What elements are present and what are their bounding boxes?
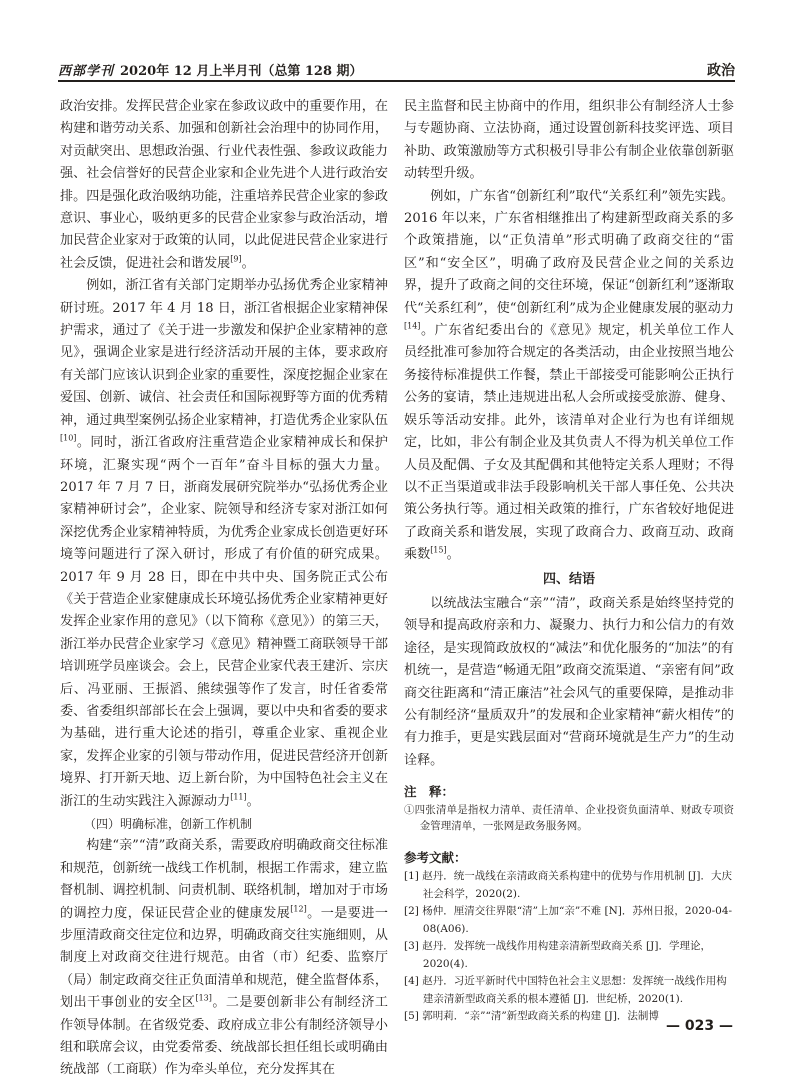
citation: [10] (60, 433, 77, 443)
issue-info: 2020年 12 月上半月刊（总第 128 期） (120, 64, 363, 79)
reference-item: [3] 赵丹．发挥统一战线作用构建亲清新型政商关系 [J]．学理论，2020(4). (404, 940, 711, 970)
paragraph: 例如，广东省“创新红利”取代“关系红利”领先实践。2016 年以来，广东省相继推出了构建新型政商关系的多个政策措施，以“正负清单”形式明确了政商交往的“雷区”和“安全区”，明确了政府及民营企业之间的关系边界，提升了政商之间的交往环境，保证“创新红利”逐渐取代“关系红利”，使“创新红利”成为企业健康发展的驱动力[14]。广东省纪委出台的《意见》规定，机关单位工作人员经批准可参加符合规定的各类活动，由企业按照当地公务接待标准提供工作餐，禁止干部接受可能影响公正执行公务的宴请，禁止违规进出私人会所或接受旅游、健身、娱乐等活动安排。此外，该清单对企业行为也有详细规定，比如，非公有制企业及其负责人不得为机关单位工作人员及配偶、子女及其配偶和其他特定关系人理财；不得以不正当渠道或非法手段影响机关干部人事任免、公共决策公务执行等。通过相关政策的推行，广东省较好地促进了政商关系和谐发展，实现了政商合力、政商互动、政商乘数[15]。 (404, 188, 734, 563)
page-number: — 023 — (666, 1018, 733, 1034)
section-heading: 四、结语 (542, 571, 595, 587)
reference-item: [2] 杨仲．厘清交往界限“清”上加“亲”不难 [N]．苏州日报，2020-04-08(A06). (404, 905, 733, 935)
page-header (58, 58, 735, 82)
section-label: 政治 (707, 63, 735, 79)
notes-heading: 注 释： (404, 784, 455, 800)
citation: [11] (230, 792, 247, 802)
citation: [14] (404, 321, 421, 331)
citation: [9] (230, 254, 242, 264)
subsection-heading: （四）明确标准，创新工作机制 (84, 817, 253, 831)
header-rule (58, 80, 735, 82)
journal-issue-line (58, 60, 363, 79)
citation: [15] (430, 545, 447, 555)
left-column (60, 96, 388, 1082)
note-item: ①四张清单是指权力清单、责任清单、企业投资负面清单、财政专项资金管理清单，一张网是政务服务网。 (404, 804, 734, 833)
citation: [13] (195, 993, 212, 1003)
reference-item: [4] 赵丹．习近平新时代中国特色社会主义思想：发挥统一战线作用构建亲清新型政商关系的根本遵循 [J]．世纪桥，2020(1). (404, 975, 727, 1005)
reference-item: [1] 赵丹．统一战线在亲清政商关系构建中的优势与作用机制 [J]．大庆社会科学，2020(2). (404, 870, 732, 900)
paragraph: 政治安排。发挥民营企业家在参政议政中的重要作用，在构建和谐劳动关系、加强和创新社会治理中的协同作用，对贡献突出、思想政治强、行业代表性强、参政议政能力强、社会信誉好的民营企业家和企业先进个人进行政治安排。四是强化政治吸纳功能，注重培养民营企业家的参政意识、事业心，吸纳更多的民营企业家参与政治活动，增加民营企业家对于政策的认同，以此促进民营企业家进行社会反馈，促进社会和谐发展[9]。 (60, 99, 388, 271)
paragraph: 例如，浙江省有关部门定期举办弘扬优秀企业家精神研讨班。2017 年 4 月 18 日，浙江省根据企业家精神保护需求，通过了《关于进一步激发和保护企业家精神的意见》，强调企业家是进行经济活动开展的主体，要求政府有关部门应该认识到企业家的重要性，深度挖掘企业家在爱国、创新、诚信、社会责任和国际视野等方面的优秀精神，通过典型案例弘扬企业家精神，打造优秀企业家队伍[10]。同时，浙江省政府注重营造企业家精神成长和保护环境，汇聚实现“两个一百年”奋斗目标的强大力量。2017 年 7 月 7 日，浙商发展研究院举办“弘扬优秀企业家精神研讨会”，企业家、院领导和经济专家对浙江如何深挖优秀企业家精神特质，为优秀企业家成长创造更好环境等问题进行了深入研讨，形成了有价值的研究成果。2017 年 9 月 28 日，即在中共中央、国务院正式公布《关于营造企业家健康成长环境弘扬优秀企业家精神更好发挥企业家作用的意见》（以下简称《意见》）的第三天，浙江举办民营企业家学习《意见》精神暨工商联领导干部培训班学员座谈会。会上，民营企业家代表王建沂、宗庆后、冯亚丽、王振滔、熊续强等作了发言，时任省委常委、省委组织部部长在会上强调，要以中央和省委的要求为基础，进行重大论述的指引，尊重企业家、重视企业家，发挥企业家的引领与带动作用，促进民营经济开创新境界、打开新天地、迈上新台阶，为中国特色社会主义在浙江的生动实践注入源源动力[11]。 (60, 278, 388, 809)
journal-logo: 西部学刊 (58, 64, 115, 79)
paragraph: 构建“亲”“清”政商关系，需要政府明确政商交往标准和规范，创新统一战线工作机制，根据工作需求，建立监督机制、调控机制、问责机制、联络机制，增加对于市场的调控力度，保证民营企业的健康发展[12]。一是要进一步厘清政商交往定位和边界，明确政商交往实施细则，从制度上对政商交往进行规范。由省（市）纪委、监察厅（局）制定政商交往正负面清单和规范，健全监督体系，划出干事创业的安全区[13]。二是要创新非公有制经济工作领导体制。在省级党委、政府成立非公有制经济领导小组和联席会议，由党委常委、统战部长担任组长或明确由统战部（工商联）作为牵头单位，充分发挥其在 (60, 838, 388, 1078)
paragraph: 以统战法宝融合“亲”“清”，政商关系是始终坚持党的领导和提高政府亲和力、凝聚力、执行力和公信力的有效途径，是实现简政放权的“减法”和优化服务的“加法”的有机统一，是营造“畅通无阻”政商交流渠道、“亲密有间”政商交往距离和“清正廉洁”社会风气的重要保障，是推动非公有制经济“量质双升”的发展和企业家精神“薪火相传”的有力推手，更是实践层面对“营商环境就是生产力”的生动诠释。 (404, 595, 734, 768)
paragraph: 民主监督和民主协商中的作用，组织非公有制经济人士参与专题协商、立法协商，通过设置创新科技奖评选、项目补助、政策激励等方式积极引导非公有制企业依靠创新驱动转型升级。 (404, 99, 734, 182)
reference-item: [5] 郭明莉．“亲”“清”新型政商关系的构建 [J]．法制博 (404, 1010, 659, 1023)
right-column (404, 96, 734, 1026)
references-heading: 参考文献： (404, 850, 467, 866)
citation: [12] (290, 904, 307, 914)
